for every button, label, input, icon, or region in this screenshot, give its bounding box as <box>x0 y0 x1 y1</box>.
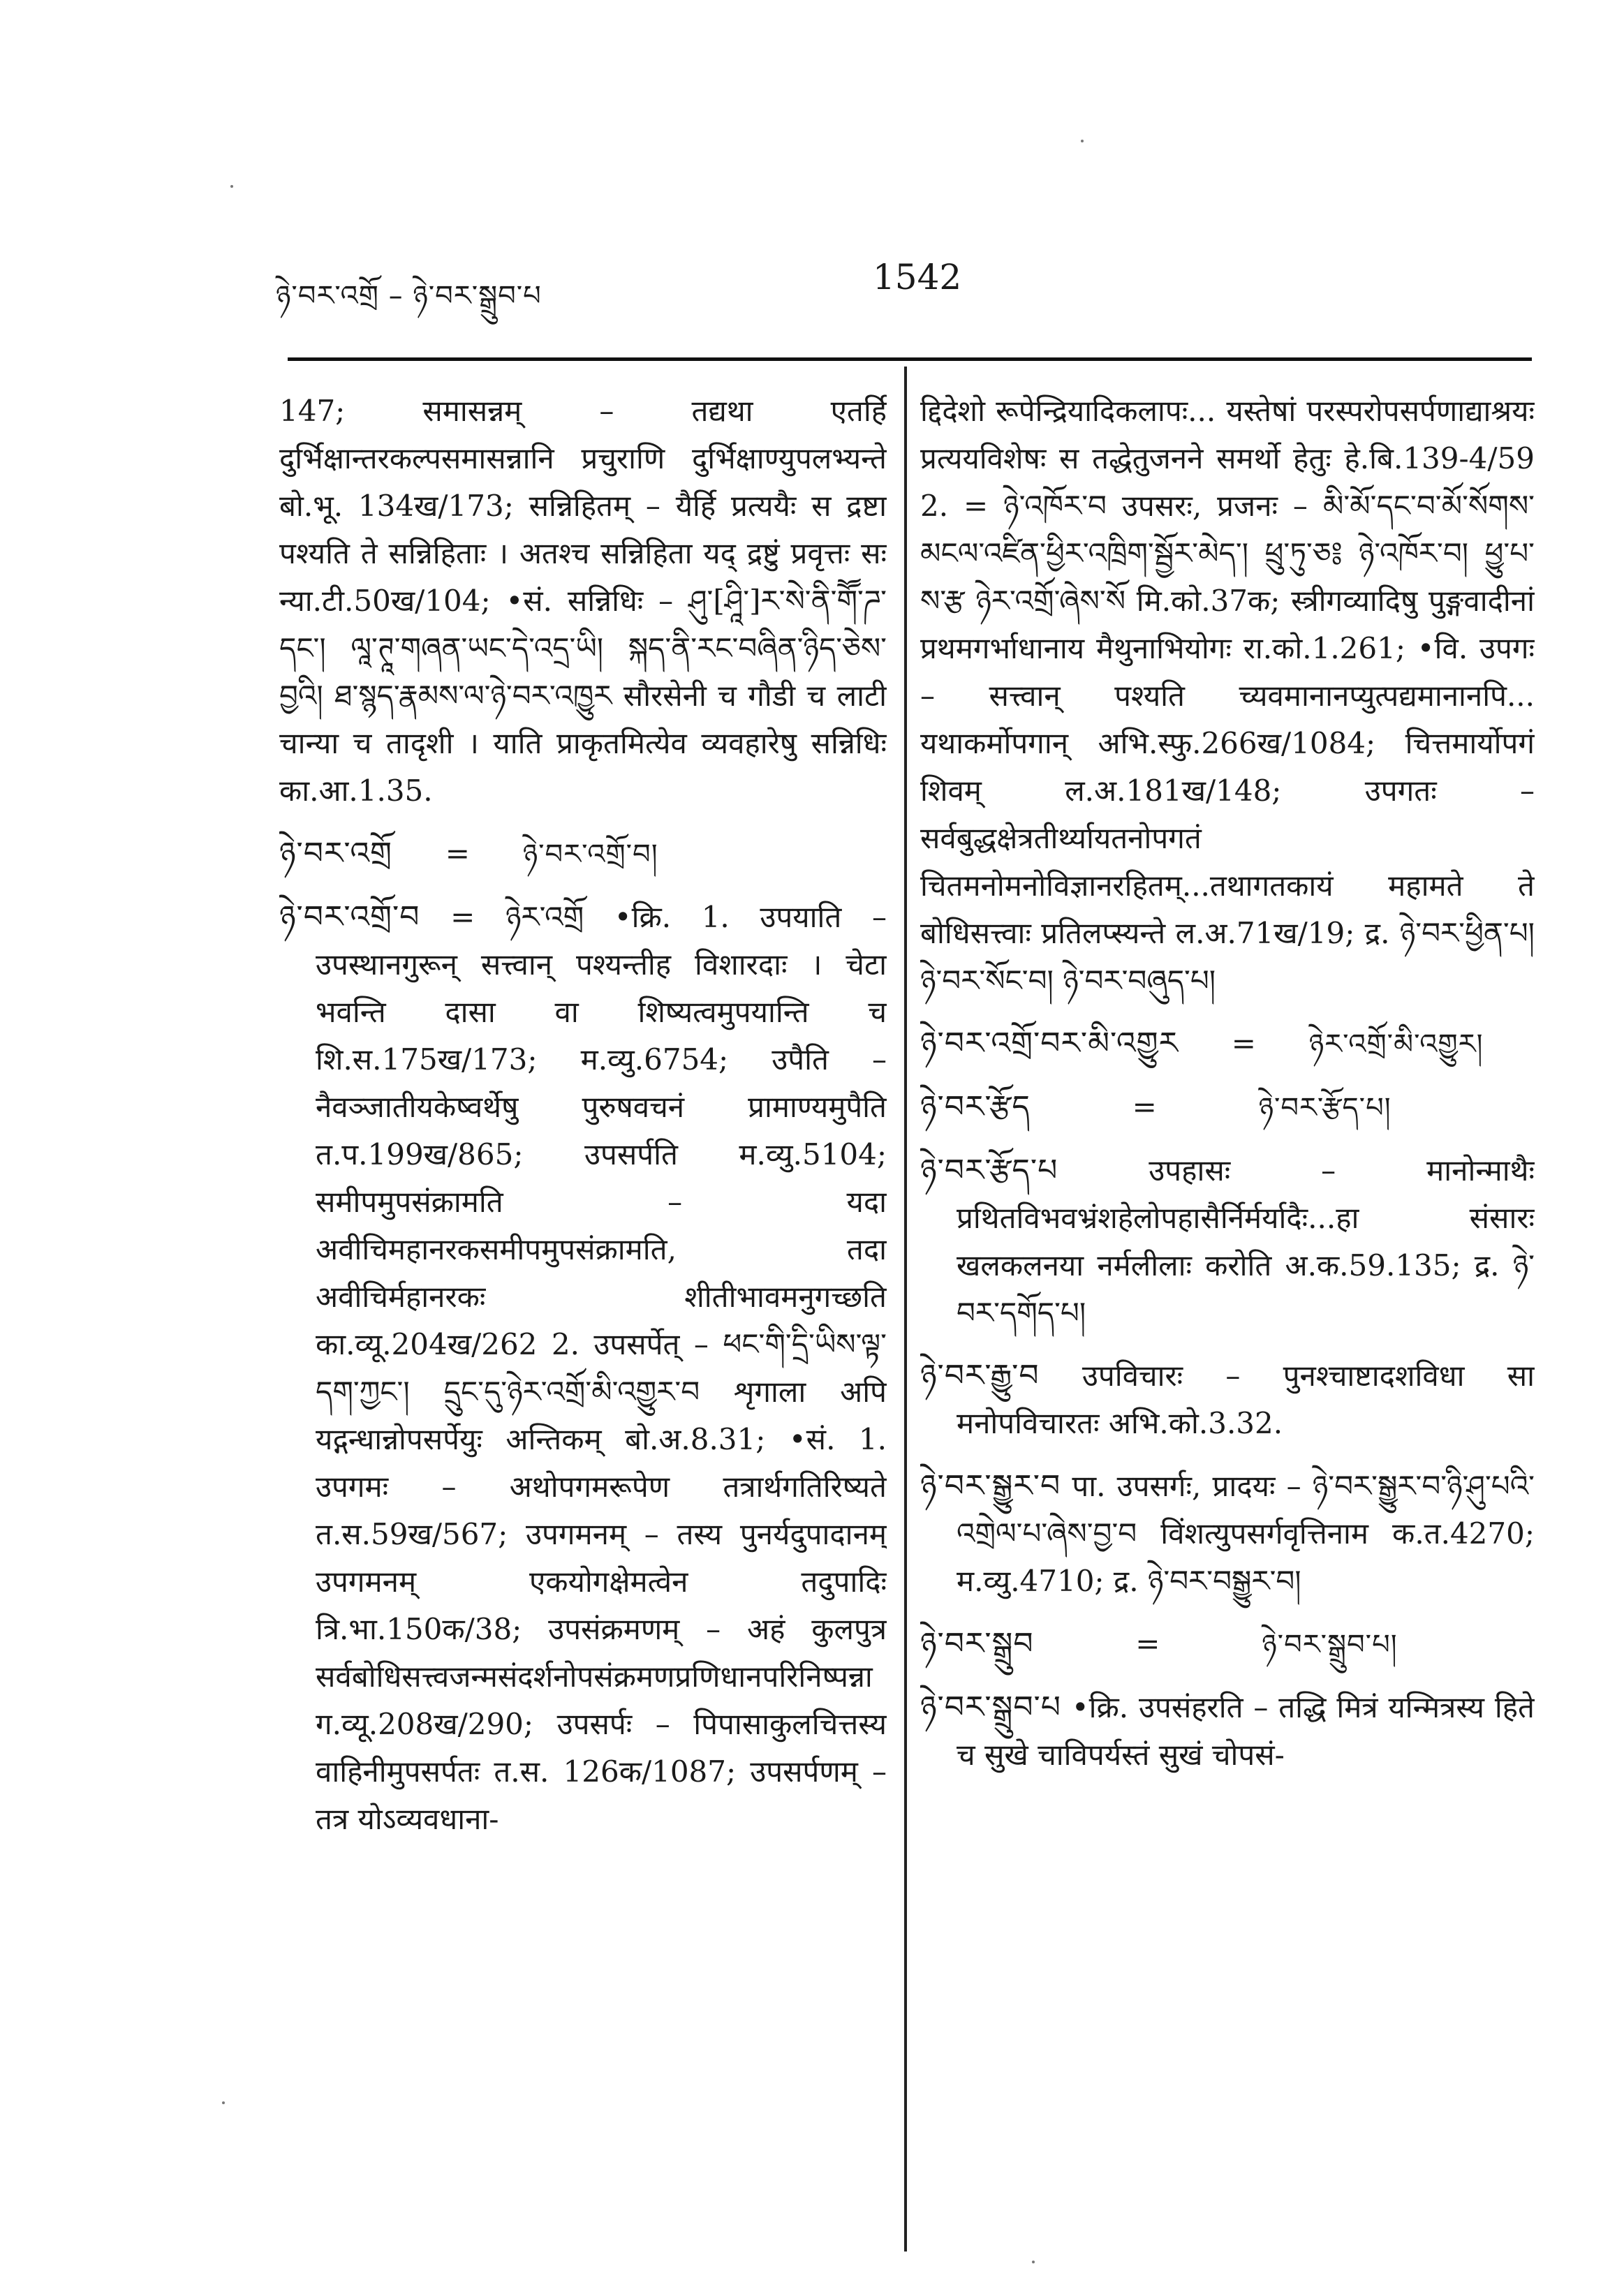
guide-words: ཉེ་བར་འགྲོ – ཉེ་བར་སྒྲུབ་པ <box>276 280 542 312</box>
entry-headword: ཉེ་བར་སྒྲུབ་པ <box>920 1690 1061 1725</box>
entry-body: •क्रि. उपसंहरति – तद्धि मित्रं यन्मित्रस्य हिते च सुखे चाविपर्यस्तं सुखं चोपसं- <box>957 1690 1535 1772</box>
entry-body: = ཉེར་འགྲོ •क्रि. 1. उपयाति – उपस्थानगुरून् सत्त्वान् पश्यन्तीह विशारदाः । चेटा भवन्ति दासा वा शिष्यत्वमुपयान्ति च शि.स.175ख/173; म.व्यु.6754; उपैति – नैवञ्जातीयकेष्वर्थेषु पुरुषवचनं प्रामाण्यमुपैति त.प.199ख/865; उपसर्पति म.व्यु.5104; समीपमुपसंक्रामति – यदा अवीचिमहानरकसमीपमुपसंक्रामति, तदा अवीचिर्महानरकः शीतीभावमनुगच्छति का.व्यू.204ख/262 2. उपसर्पेत् – ཕང་གི་དྲི་ཡིས་ལྟ་དག་ཀྱང་། དྲུང་དུ་ཉེར་འགྲོ་མི་འགྱུར་བ शृगाला अपि यद्गन्धान्नोपसर्पेयुः अन्तिकम् बो.अ.8.31; •सं. 1. उपगमः – अथोपगमरूपेण तत्रार्थगतिरिष्यते त.स.59ख/567; उपगमनम् – तस्य पुनर्यदुपादानम् उपगमनम् एकयोगक्षेमत्वेन तदुपादिः त्रि.भा.150क/38; उपसंक्रमणम् – अहं कुलपुत्र सर्वबोधिसत्त्वजन्मसंदर्शनोपसंक्रमणप्रणिधानपरिनिष्पन्ना ग.व्यू.208ख/290; उपसर्पः – पिपासाकुलचित्तस्य वाहिनीमुपसर्पतः त.स. 126क/1087; उपसर्पणम् – तत्र योऽव्यवधाना- <box>316 900 887 1836</box>
equals-sign: = <box>1135 1627 1160 1661</box>
entry-headword: ཉེ་བར་འགྲོ <box>279 836 393 871</box>
entry-body: उपविचारः – पुनश्चाष्टादशविधा सा मनोपविचारतः अभि.को.3.32. <box>957 1359 1535 1440</box>
dictionary-entry <box>920 1684 1535 1779</box>
entry-headword: ཉེ་བར་རྩོད <box>920 1089 1031 1125</box>
entry-headword: ཉེ་བར་རྒྱུ་བ <box>920 1358 1040 1393</box>
equals-sign: = <box>445 836 470 871</box>
column-divider <box>904 367 907 2252</box>
entry-headword: ཉེ་བར་རྩོད་པ <box>920 1153 1058 1188</box>
scan-speck <box>1032 2261 1035 2263</box>
cross-reference: ཉེར་འགྲོ་མི་འགྱུར། <box>1308 1028 1484 1060</box>
entry-headword: ཉེ་བར་སྒྲུབ <box>920 1626 1034 1662</box>
entry-headword: ཉེ་བར་འགྲོ་བ <box>279 899 420 935</box>
right-column <box>920 387 1535 2245</box>
cross-reference: ཉེ་བར་སྒྲུབ་པ། <box>1262 1629 1398 1661</box>
dictionary-entry <box>279 894 887 1843</box>
header-rule <box>288 357 1532 361</box>
scan-speck <box>222 2101 225 2104</box>
continued-entry-text: 147; समासन्नम् – तद्यथा एतर्हि दुर्भिक्षान्तरकल्पसमासन्नानि प्रचुराणि दुर्भिक्षाण्युपलभ्यन्ते बो.भू. 134ख/173; सन्निहितम् – यैर्हि प्रत्ययैः स द्रष्टा पश्यति ते सन्निहिताः । अतश्च सन्निहिता यद् द्रष्टुं प्रवृत्तः सः न्या.टी.50ख/104; •सं. सन्निधिः – ཤུ་[ཤཱི་]ར་སེ་ནི་གཽ་ཌ་དང་། ལཱ་ཊཱ་གཞན་ཡང་དེ་འདྲ་ཡི། སྐད་ནི་རང་བཞིན་ཉིད་ཅེས་བྱའི། ཐ་སྙད་རྣམས་ལ་ཉེ་བར་འཁྱུར सौरसेनी च गौडी च लाटी चान्या च तादृशी । याति प्राकृतमित्येव व्यवहारेषु सन्निधिः का.आ.1.35. <box>279 394 887 808</box>
entry-body: पा. उपसर्गः, प्रादयः – ཉེ་བར་སྒྱུར་བ་ཉི་ཤུ་པའི་འགྲེལ་པ་ཞེས་བྱ་བ विंशत्युपसर्गवृत्तिनाम क.त.4270; म.व्यु.4710; द्र. ཉེ་བར་བསྒྱུར་བ། <box>957 1469 1535 1598</box>
cross-reference: ཉེ་བར་འགྲོ་བ། <box>522 838 658 871</box>
left-column <box>279 387 887 2245</box>
dictionary-entry <box>920 1620 1535 1669</box>
scan-speck <box>230 185 233 188</box>
dictionary-entry <box>279 830 887 878</box>
dictionary-entry <box>920 1352 1535 1447</box>
dictionary-entry <box>920 1084 1535 1132</box>
page-header <box>276 257 1533 313</box>
dictionary-entry <box>920 1463 1535 1605</box>
scan-speck <box>1081 140 1084 142</box>
entry-body: उपहासः – मानोन्माथैः प्रथितविभवभ्रंशहेलोपहासैर्निर्मर्यादैः...हा संसारः खलकलनया नर्मलीलाः करोति अ.क.59.135; द्र. ཉེ་བར་དགོད་པ། <box>957 1153 1535 1330</box>
entry-headword: ཉེ་བར་སྒྱུར་བ <box>920 1468 1061 1504</box>
entry-headword: ཉེ་བར་འགྲོ་བར་མི་འགྱུར <box>920 1026 1179 1061</box>
page-number: 1542 <box>873 257 962 297</box>
dictionary-entry <box>920 1147 1535 1337</box>
continued-entry-text: द्दिदेशो रूपेन्द्रियादिकलापः... यस्तेषां परस्परोपसर्पणाद्याश्रयः प्रत्ययविशेषः स तद्धेतुजनने समर्थो हेतुः हे.बि.139-4/59 2. = ཉེ་འཁོར་བ उपसरः, प्रजनः – མི་མོ་དང་བ་མོ་སོགས་མངལ་འཛིན་ཕྱིར་འཁྲིག་སྦྱོར་མེད་། ཕྲུ་ཏུ་ཅ༔ ཉེ་འཁོར་བ། ཕྱུ་པ་ས་རྩ ཉེར་འགྲོ་ཞེས་སོ मि.को.37क; स्त्रीगव्यादिषु पुङ्गवादीनां प्रथमगर्भाधानाय मैथुनाभियोगः रा.को.1.261; •वि. उपगः – सत्त्वान् पश्यति च्यवमानानप्युत्पद्यमानानपि... यथाकर्मोपगान् अभि.स्फु.266ख/1084; चित्तमार्योपगं शिवम् ल.अ.181ख/148; उपगतः – सर्वबुद्धक्षेत्रतीर्थ्यायतनोपगतं चितमनोमनोविज्ञानरहितम्...तथागतकायं महामते ते बोधिसत्त्वाः प्रतिलप्स्यन्ते ल.अ.71ख/19; द्र. ཉེ་བར་ཕྱིན་པ། ཉེ་བར་སོང་བ། ཉེ་བར་བཞུད་པ། <box>920 394 1535 998</box>
equals-sign: = <box>1132 1090 1157 1124</box>
equals-sign: = <box>1231 1026 1256 1060</box>
dictionary-entry <box>920 1020 1535 1068</box>
cross-reference: ཉེ་བར་རྩོད་པ། <box>1258 1092 1392 1124</box>
